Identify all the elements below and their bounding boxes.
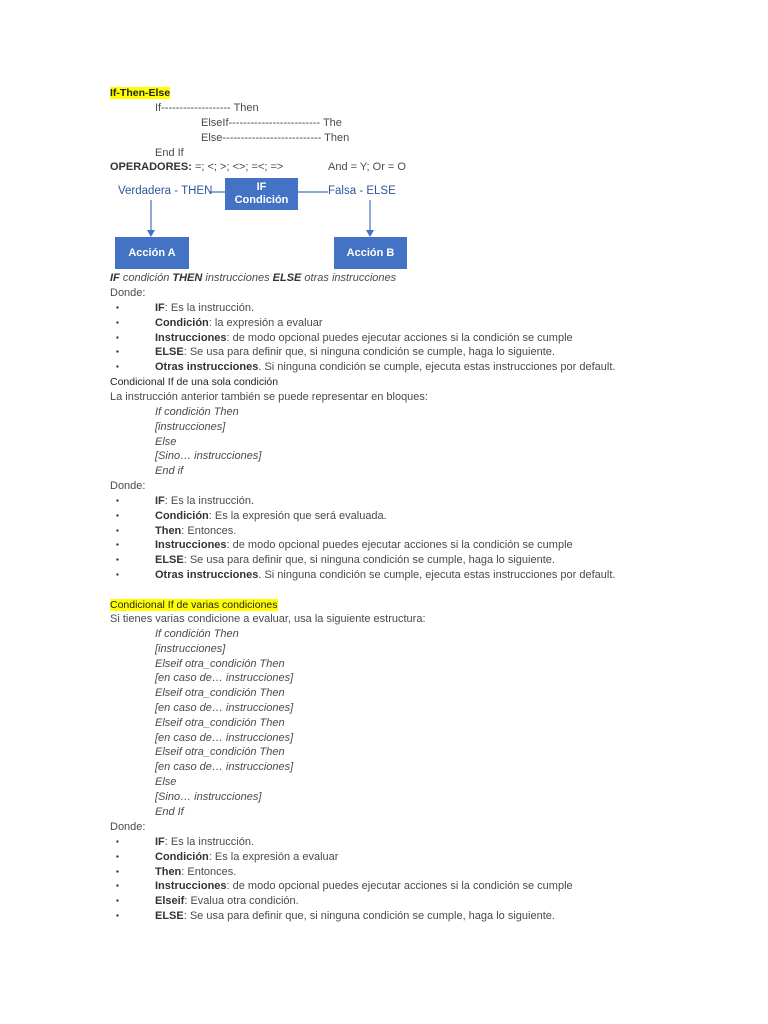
list-item xyxy=(155,316,323,330)
bullet-icon: ▪ xyxy=(116,837,119,846)
kw-else: ELSE xyxy=(272,272,302,284)
bullet-icon: ▪ xyxy=(116,362,119,372)
true-branch-label: Verdadera - THEN xyxy=(118,185,213,197)
list-item-text: : Es la instrucción. xyxy=(164,495,255,507)
syntax-else-line: Else--------------------------- Then xyxy=(201,132,350,144)
if-condition-box xyxy=(225,178,298,210)
code-line: End If xyxy=(155,805,184,818)
page-title xyxy=(110,86,170,100)
code-line: [instrucciones] xyxy=(155,420,226,433)
syntax-if-line: If------------------- Then xyxy=(155,102,259,114)
arrowhead-b xyxy=(366,230,374,237)
list-item-term: Condición xyxy=(155,509,209,522)
list-item-term: Instrucciones xyxy=(155,880,227,893)
list-item-term: ELSE xyxy=(155,346,184,359)
list-item xyxy=(155,345,555,359)
bullet-icon: ▪ xyxy=(116,540,119,550)
code-line: End if xyxy=(155,465,184,478)
list-item xyxy=(155,835,254,849)
bullet-icon: ▪ xyxy=(116,496,119,505)
code-line: [Sino… instrucciones] xyxy=(155,450,262,463)
kw-if: IF xyxy=(110,272,120,284)
code-line: Elseif otra_condición Then xyxy=(155,687,285,700)
list-item xyxy=(155,568,615,582)
section2-heading: Condicional If de una sola condición xyxy=(110,376,279,388)
code-line: [en caso de… instrucciones] xyxy=(155,761,294,774)
list-item xyxy=(155,909,555,923)
operators-list: =; <; >; <>; =<; => xyxy=(194,161,284,173)
code-line: Elseif otra_condición Then xyxy=(155,716,285,729)
bullet-icon: ▪ xyxy=(116,303,119,312)
list-item-text: : Es la instrucción. xyxy=(164,836,255,848)
list-item-term: Otras instrucciones xyxy=(155,569,259,581)
list-item xyxy=(155,879,573,893)
list-item xyxy=(155,850,338,864)
bullet-icon: ▪ xyxy=(116,347,119,357)
section3-heading-highlight: Condicional If de varias condiciones xyxy=(110,599,278,611)
if-box-line2: Condición xyxy=(234,194,289,206)
list-item xyxy=(155,494,254,508)
sentence-otras: otras instrucciones xyxy=(301,272,397,284)
list-item-text: : de modo opcional puedes ejecutar acciones si la condición se cumple xyxy=(226,539,573,552)
list-item-term: IF xyxy=(155,495,165,507)
code-line: Else xyxy=(155,435,177,448)
logic-operators: And = Y; Or = O xyxy=(328,161,406,173)
bullet-icon: ▪ xyxy=(116,332,119,342)
list-item-term: ELSE xyxy=(155,554,184,567)
action-a-label: Acción A xyxy=(128,246,176,259)
syntax-endif-line: End If xyxy=(155,147,184,159)
list-item xyxy=(155,538,573,552)
bullet-icon: ▪ xyxy=(116,525,119,535)
code-line: If condición Then xyxy=(155,406,239,418)
bullet-icon: ▪ xyxy=(116,866,119,876)
list-item-text: : Se usa para definir que, si ninguna condición se cumple, haga lo siguiente. xyxy=(183,910,555,922)
kw-then: THEN xyxy=(172,272,203,284)
code-line: [en caso de… instrucciones] xyxy=(155,702,294,714)
arrowhead-a xyxy=(147,230,155,237)
bullet-icon: ▪ xyxy=(116,555,119,565)
bullet-icon: ▪ xyxy=(116,851,119,861)
false-branch-label: Falsa - ELSE xyxy=(328,185,396,197)
list-item-term: ELSE xyxy=(155,910,184,922)
list-item-text: : Es la expresión a evaluar xyxy=(208,850,339,863)
donde-label-1: Donde: xyxy=(110,287,146,299)
list-item-text: : Evalua otra condición. xyxy=(184,895,299,908)
section3-intro: Si tienes varias condicione a evaluar, usa la siguiente estructura: xyxy=(110,613,426,625)
bullet-icon: ▪ xyxy=(116,570,119,579)
syntax-elseif-line: ElseIf------------------------- The xyxy=(201,117,342,129)
list-item-text: : Entonces. xyxy=(181,865,237,878)
list-item-text: . Si ninguna condición se cumple, ejecuta estas instrucciones por default. xyxy=(258,361,616,374)
code-line: [en caso de… instrucciones] xyxy=(155,672,294,685)
bullet-icon: ▪ xyxy=(116,896,119,906)
list-item-term: Instrucciones xyxy=(155,331,227,344)
list-item-text: : de modo opcional puedes ejecutar acciones si la condición se cumple xyxy=(226,880,573,893)
code-line: Elseif otra_condición Then xyxy=(155,657,285,670)
operators-label: OPERADORES: xyxy=(110,161,192,173)
bullet-icon: ▪ xyxy=(116,881,119,891)
syntax-sentence xyxy=(110,271,396,285)
list-item-text: : Es la expresión que será evaluada. xyxy=(208,509,387,522)
list-item xyxy=(155,509,387,523)
list-item-term: Otras instrucciones xyxy=(155,361,259,374)
section2-intro: La instrucción anterior también se puede representar en bloques: xyxy=(110,391,428,403)
list-item-text: : Es la instrucción. xyxy=(164,302,255,314)
section3-heading xyxy=(110,598,278,612)
list-item xyxy=(155,360,615,374)
list-item-term: Condición xyxy=(155,850,209,863)
list-item-term: Condición xyxy=(155,316,209,329)
action-a-box xyxy=(115,237,189,269)
sentence-instrucciones: instrucciones xyxy=(202,272,273,284)
title-highlight: If-Then-Else xyxy=(110,87,171,99)
list-item-text: : de modo opcional puedes ejecutar acciones si la condición se cumple xyxy=(226,331,573,344)
list-item-term: Elseif xyxy=(155,895,185,908)
list-item-text: : Entonces. xyxy=(181,524,237,537)
list-item xyxy=(155,301,254,315)
list-item-text: : la expresión a evaluar xyxy=(208,316,323,329)
list-item xyxy=(155,894,299,908)
list-item-text: : Se usa para definir que, si ninguna condición se cumple, haga lo siguiente. xyxy=(183,554,555,567)
if-box-line1: IF xyxy=(256,181,267,193)
list-item-term: Instrucciones xyxy=(155,539,227,552)
donde-label-2: Donde: xyxy=(110,480,146,492)
list-item xyxy=(155,865,236,879)
action-b-label: Acción B xyxy=(346,246,395,259)
action-b-box xyxy=(334,237,407,269)
code-line: If condición Then xyxy=(155,628,239,640)
list-item-term: Then xyxy=(155,524,182,537)
list-item-term: IF xyxy=(155,836,165,848)
list-item xyxy=(155,331,573,345)
list-item-text: : Se usa para definir que, si ninguna condición se cumple, haga lo siguiente. xyxy=(183,346,555,359)
code-line: [en caso de… instrucciones] xyxy=(155,731,294,744)
list-item xyxy=(155,553,555,567)
code-line: Else xyxy=(155,776,177,788)
operators-line xyxy=(110,160,283,174)
list-item xyxy=(155,524,236,538)
list-item-text: . Si ninguna condición se cumple, ejecuta estas instrucciones por default. xyxy=(258,569,616,581)
bullet-icon: ▪ xyxy=(116,911,119,920)
donde-label-3: Donde: xyxy=(110,821,146,833)
bullet-icon: ▪ xyxy=(116,317,119,327)
sentence-condicion: condición xyxy=(119,272,173,284)
code-line: [instrucciones] xyxy=(155,642,226,655)
code-line: [Sino… instrucciones] xyxy=(155,790,262,803)
bullet-icon: ▪ xyxy=(116,510,119,520)
list-item-term: Then xyxy=(155,865,182,878)
list-item-term: IF xyxy=(155,302,165,314)
code-line: Elseif otra_condición Then xyxy=(155,746,285,759)
